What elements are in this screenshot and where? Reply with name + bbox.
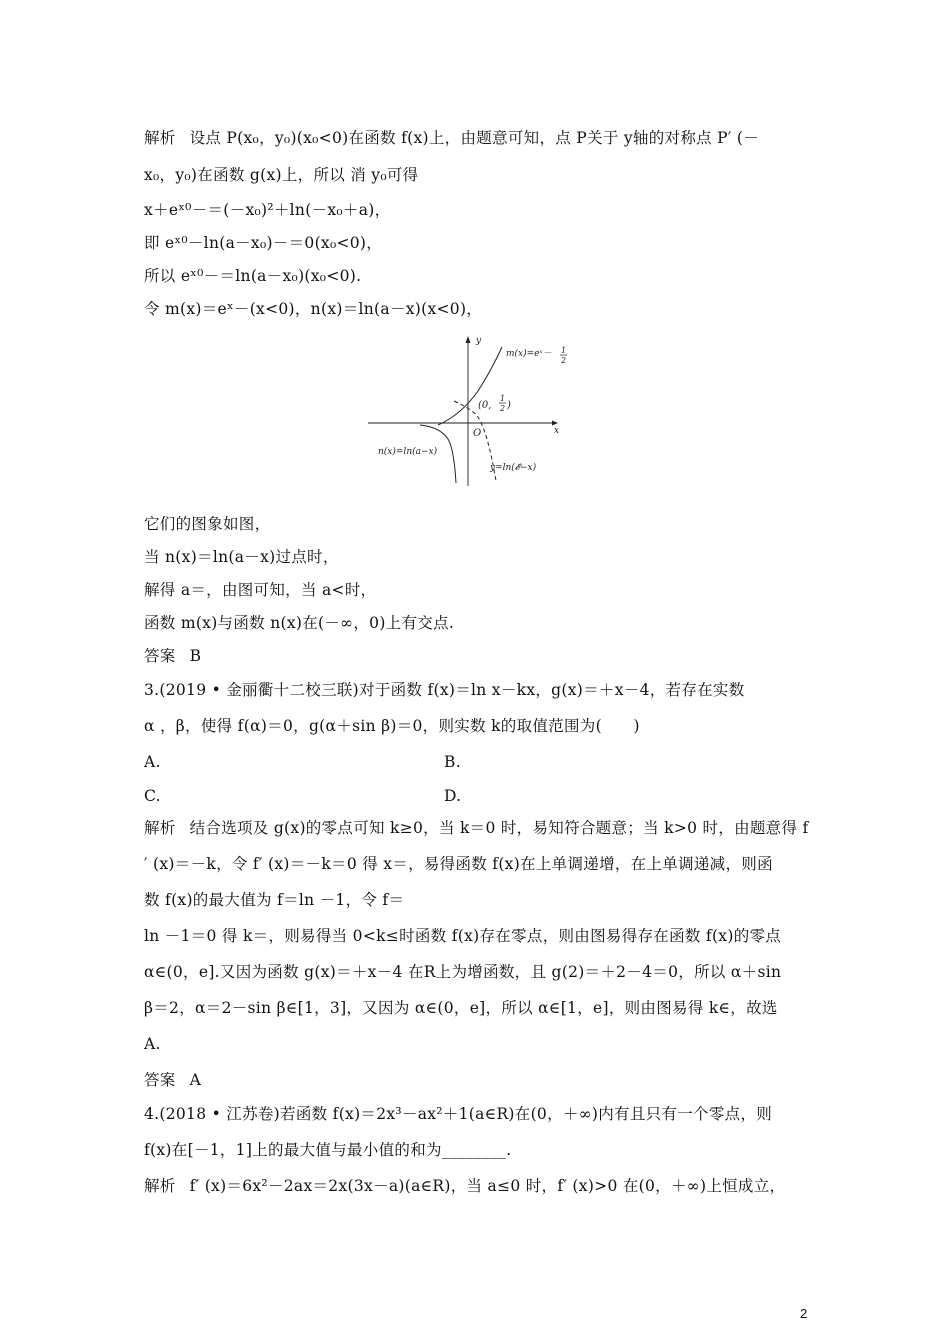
m-curve: [438, 347, 502, 425]
option-d: [444, 786, 461, 806]
line-text: f′ (x)＝6x²－2ax＝2x(3x－a)(a∈R)，当 a≤0 时，f′ (x)>0 在(0，＋∞)上恒成立，: [189, 1177, 786, 1195]
text-line: [144, 1176, 785, 1196]
line-text: 即 eˣ⁰－ln(a－x₀)－＝0(x₀<0)，: [144, 234, 383, 252]
text-line: [144, 200, 390, 220]
text-line: [144, 818, 809, 838]
line-text: D.: [444, 787, 462, 805]
line-text: A: [189, 1071, 202, 1089]
line-text: 令 m(x)＝eˣ－(x<0)，n(x)＝ln(a－x)(x<0)，: [144, 300, 483, 318]
line-text: B: [189, 647, 202, 665]
line-text: 4.(2018 • 江苏卷)若函数 f(x)＝2x³－ax²＋1(a∈R)在(0，＋∞)内有且只有一个零点，则: [144, 1105, 773, 1123]
line-label: 解析: [144, 129, 176, 147]
text-line: [144, 580, 376, 600]
point-close: ): [507, 400, 511, 411]
line-text: x₀，y₀)在函数 g(x)上，所以 消 y₀可得: [144, 166, 419, 184]
m-frac-num: 1: [561, 346, 567, 355]
line-text: 3.(2019 • 金丽衢十二校三联)对于函数 f(x)＝ln x－kx，g(x)＝＋x－4，若存在实数: [144, 681, 745, 699]
dashed-label: y=ln(𝓔−x): [490, 463, 537, 473]
line-text: 当 n(x)＝ln(a－x)过点时，: [144, 548, 339, 566]
m-label: m(x)=eˣ－: [506, 349, 552, 359]
text-line: [144, 998, 778, 1018]
line-text: α∈(0，e].又因为函数 g(x)＝＋x－4 在R上为增函数，且 g(2)＝＋2－4＝0，所以 α＋sin: [144, 963, 782, 981]
text-line: [144, 266, 361, 286]
answer-line: [144, 646, 201, 666]
line-text: 设点 P(x₀，y₀)(x₀<0)在函数 f(x)上，由题意可知，点 P关于 y轴的对称点 P′ (－: [189, 129, 760, 147]
text-line: [144, 547, 339, 567]
y-axis-arrow: [466, 336, 471, 343]
line-text: β＝2，α＝2－sin β∈[1，3]，又因为 α∈(0，e]，所以 α∈[1，e]，则由图易得 k∈，故选: [144, 999, 778, 1017]
option-a: [144, 752, 161, 772]
m-frac-den: 2: [561, 356, 567, 365]
line-text: 所以 eˣ⁰－＝ln(a－x₀)(x₀<0).: [144, 267, 362, 285]
line-text: 结合选项及 g(x)的零点可知 k≥0，当 k＝0 时，易知符合题意；当 k>0 时，由题意得 f: [189, 819, 809, 837]
line-text: 数 f(x)的最大值为 f＝ln －1，令 f＝: [144, 891, 405, 909]
x-axis-arrow: [552, 421, 558, 426]
line-label: 解析: [144, 819, 176, 837]
line-text: C.: [144, 787, 161, 805]
text-line: [144, 233, 382, 253]
option-c: [144, 786, 161, 806]
line-text: ′ (x)＝－k，令 f′ (x)＝－k＝0 得 x＝，易得函数 f(x)在上单调递增，在上单调递减，则函: [144, 855, 773, 873]
line-text: A.: [144, 753, 161, 771]
n-label: n(x)=ln(a−x): [378, 447, 438, 457]
line-text: A.: [144, 1035, 161, 1053]
point-num: 1: [500, 394, 506, 403]
text-line: [144, 890, 404, 910]
line-text: x＋eˣ⁰－＝(－x₀)²＋ln(－x₀＋a)，: [144, 201, 391, 219]
line-text: f(x)在[－1，1]上的最大值与最小值的和为________.: [144, 1141, 512, 1159]
line-label: 解析: [144, 1177, 176, 1195]
line-text: 函数 m(x)与函数 n(x)在(－∞，0)上有交点.: [144, 614, 455, 632]
line-text: ln －1＝0 得 k＝，则易得当 0<k≤时函数 f(x)存在零点，则由图易得存在函数 f(x)的零点: [144, 927, 782, 945]
answer-line: [144, 1070, 201, 1090]
line-text: 解得 a＝，由图可知，当 a<时，: [144, 581, 377, 599]
page-number: 2: [800, 1306, 808, 1321]
text-line: [144, 962, 781, 982]
question-line: [144, 1104, 772, 1124]
text-line: [144, 165, 418, 185]
text-line: [144, 514, 270, 534]
question-line: [144, 1140, 511, 1160]
line-text: α ，β，使得 f(α)＝0，g(α＋sin β)＝0，则实数 k的取值范围为( ): [144, 717, 640, 735]
option-b: [444, 752, 461, 772]
line-text: B.: [444, 753, 461, 771]
line-label: 答案: [144, 1071, 176, 1089]
line-text: 它们的图象如图，: [144, 515, 271, 533]
question-line: [144, 716, 640, 736]
text-line: [144, 613, 454, 633]
text-line: [144, 128, 759, 148]
origin-label: O: [473, 428, 482, 439]
line-label: 答案: [144, 647, 176, 665]
function-graph: [368, 333, 568, 488]
text-line: [144, 926, 781, 946]
point-label: (0,: [478, 400, 492, 411]
text-line: [144, 1034, 161, 1054]
text-line: [144, 854, 773, 874]
y-axis-label: y: [476, 336, 482, 346]
question-line: [144, 680, 745, 700]
text-line: [144, 299, 482, 319]
x-axis-label: x: [554, 426, 560, 436]
point-den: 2: [500, 404, 506, 413]
